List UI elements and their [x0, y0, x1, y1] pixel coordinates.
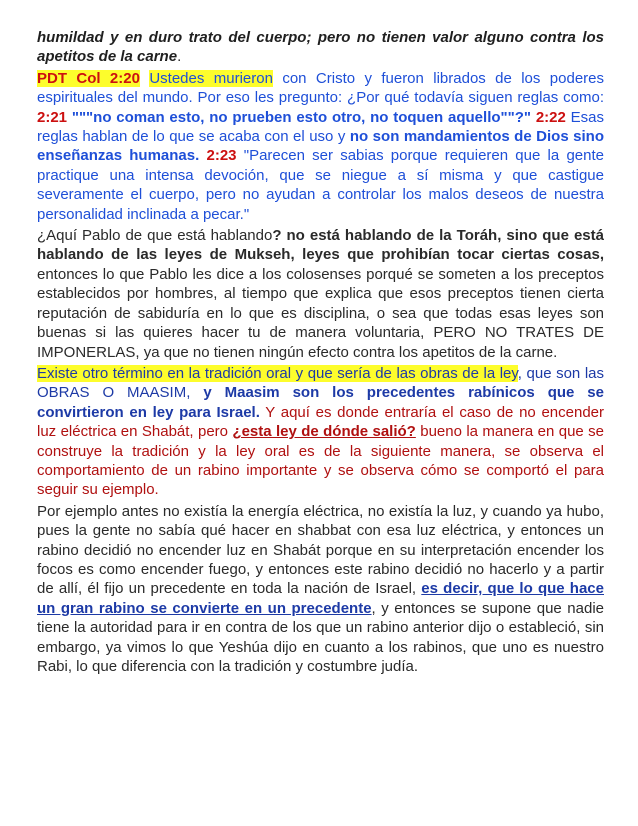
verse-number-21: 2:21: [37, 108, 68, 126]
example-underlined: es decir, que lo que hace un gran rabino se convierte en un precedente: [37, 580, 604, 617]
paragraph-colossians: [37, 69, 604, 224]
example-text-2: , y entonces se supone que nadie tiene la autoridad para ir en contra de los que un rabino anterior dijo o estableció, sin embargo, ya vimos lo que Yeshúa dijo en cuanto a los rabinos, que uno es nuestro Rabi, lo que diferencia con la tradición y costumbre judía.: [37, 599, 604, 675]
pablo-text: entonces lo que Pablo les dice a los colosenses porqué se someten a los preceptos establecidos por hombres, al tiempo que explica que esos preceptos tienen cierta reputación de sabiduría en lo que es disciplina, o sea que todas esas leyes son buenas si las quieres hacer tu de manera voluntaria, PERO NO TRATES DE IMPONERLAS, ya que no tienen ningún efecto contra los apetitos de la carne.: [37, 265, 604, 361]
example-text-1: Por ejemplo antes no existía la energía eléctrica, no existía la luz, y cuando ya hubo, pues la gente no sabía qué hacer en shabbat con esa luz eléctrica, y entonces un rabino decidió no encender luz en Shabát porque en su interpretación encender los focos es como encender fuego, y entonces este rabino decidió no hacerlo y a partir de allí, él fijo un precedente en toda la nación de Israel,: [37, 502, 604, 598]
paragraph-pablo: [37, 226, 604, 362]
verse-text-1: con Cristo y fueron librados de los poderes espirituales del mundo. Por eso les pregunto: ¿Por qué todavía siguen reglas como:: [37, 69, 604, 107]
verse-text-bold: no son mandamientos de Dios sino enseñanzas humanas.: [37, 128, 604, 165]
pablo-bold: ? no está hablando de la Toráh, sino que está hablando de las leyes de Mukseh, leyes que prohibían tocar ciertas cosas,: [37, 227, 604, 264]
maasim-text-3: bueno la manera en que se construye la tradición y la ley oral es de la siguiente manera, se observa el comportamiento de un rabino importante y se observa cómo se comportó el para seguir su ejemplo.: [37, 423, 604, 499]
paragraph-maasim: [37, 364, 604, 500]
verse-text-4: "Parecen ser sabias porque requieren que la gente practique una intensa devoción, que se niegue a sí misma y que castigue severamente el cuerpo, pero no ayudan a controlar los malos deseos de nuestra personalidad inclinada a pecar.": [37, 147, 604, 223]
verse-reference: PDT Col 2:20: [37, 69, 140, 87]
verse-text-3: Esas reglas hablan de lo que se acaba con el uso y: [37, 108, 605, 146]
maasim-text-1: , que son las OBRAS O MAASIM,: [37, 364, 604, 402]
highlighted-phrase: Ustedes murieron: [149, 69, 273, 87]
verse-number-22: 2:22: [535, 108, 566, 126]
maasim-bold: y Maasim son los precedentes rabínicos que se convirtieron en ley para Israel.: [37, 384, 604, 421]
paragraph-example: [37, 502, 604, 677]
paragraph-intro: [37, 28, 604, 67]
verse-number-23: 2:23: [206, 147, 237, 165]
verse-text-2: """no coman esto, no prueben esto otro, no toquen aquello""?": [67, 108, 536, 126]
maasim-question: ¿esta ley de dónde salió?: [232, 423, 416, 441]
maasim-text-2: Y aquí es donde entraría el caso de no encender luz eléctrica en Shabát, pero: [37, 403, 605, 441]
intro-text: humildad y en duro trato del cuerpo; pero no tienen valor alguno contra los apetitos de la carne: [37, 29, 604, 66]
pablo-question: ¿Aquí Pablo de que está hablando: [37, 227, 273, 245]
intro-period: .: [177, 48, 182, 66]
maasim-highlight: Existe otro término en la tradición oral y que sería de las obras de la ley: [37, 364, 518, 382]
